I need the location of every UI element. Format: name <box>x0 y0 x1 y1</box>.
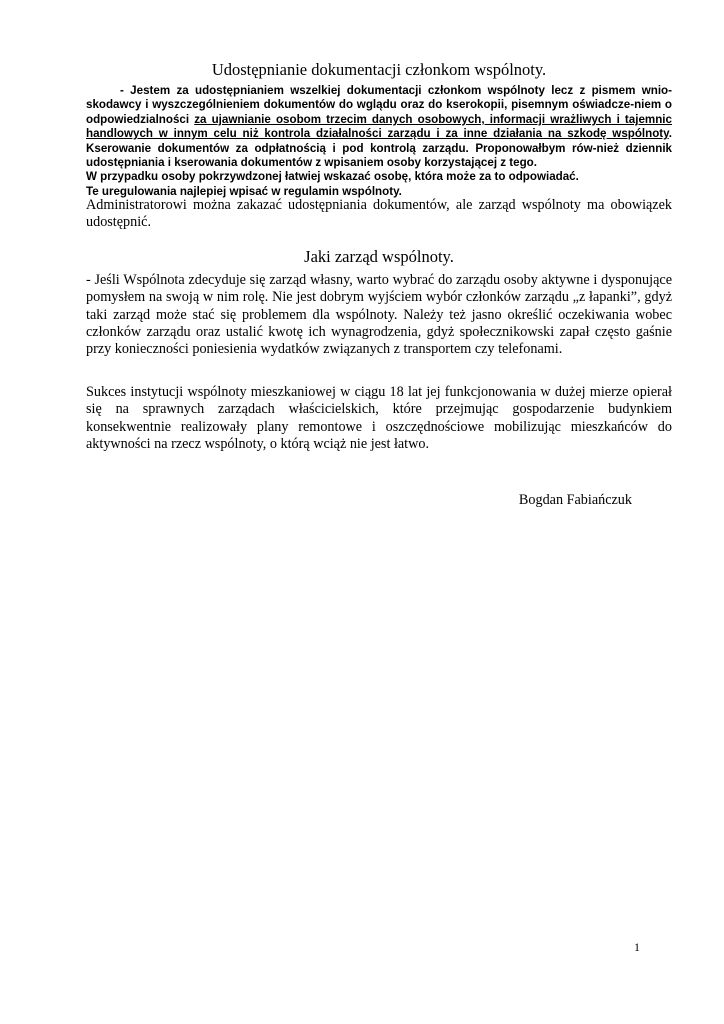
section-title-udostepnianie: Udostępnianie dokumentacji członkom wspólnoty. <box>211 60 547 79</box>
zarzad-paragraph-1: - Jeśli Wspólnota zdecyduje się zarząd własny, warto wybrać do zarządu osoby aktywne i dysponujące pomysłem na swoją w nim rolę. Nie jest dobrym wyjściem wybór członków zarządu „z łapanki”, gdyż taki zarząd może stać się problemem dla wspólnoty. Należy też jasno określić oczekiwania wobec członków zarządu oraz ustalić kwotę ich wynagrodzenia, gdyż społecznikowski zapał często gaśnie przy konieczności poniesienia wydatków związanych z transportem czy telefonami. <box>86 272 672 358</box>
section-title-zarzad: Jaki zarząd wspólnoty. <box>304 247 454 266</box>
author-signature: Bogdan Fabiańczuk <box>518 492 632 508</box>
bold-text-line-w: W przypadku osoby pokrzywdzonej łatwiej wskazać osobę, która może za to odpowiadać. <box>86 170 579 184</box>
page-number: 1 <box>634 940 640 954</box>
bold-text-line-te: Te uregulowania najlepiej wpisać w regulamin wspólnoty. <box>86 184 402 198</box>
zarzad-paragraph-2: Sukces instytucji wspólnoty mieszkaniowej w ciągu 18 lat jej funkcjonowania w dużej mierze opierał się na sprawnych zarządach właścicielskich, które przejmując gospodarzenie budynkiem konsekwentnie realizowały plany remontowe i oszczędnościowe mobilizując mieszkańców do aktywności na rzecz wspólnoty, o którą wciąż nie jest łatwo. <box>86 384 672 452</box>
bold-text-part1: - Jestem za udostępnianiem wszelkiej dokumentacji członkom wspólnoty lecz z pismem wnio-skodawcy i wyszczególnieniem dokumentów do wglądu oraz do kserokopii, pisemnym oświadcze-niem o odpowiedzialności <box>86 84 672 126</box>
bold-text-part2: . Kserowanie dokumentów za odpłatnością i pod kontrolą zarządu. Proponowałbym rów-nież dziennik udostępniania i kserowania dokumentów z wpisaniem osoby korzystającej z tego. <box>86 127 672 170</box>
bold-text-underlined: za ujawnianie osobom trzecim danych osobowych, informacji wrażliwych i tajemnic handlowych w innym celu niż kontrola działalności zarządu i za inne działania na szkodę wspólnoty <box>86 112 672 141</box>
admin-paragraph: Administratorowi można zakazać udostępniania dokumentów, ale zarząd wspólnoty ma obowiązek udostępnić. <box>86 197 672 231</box>
bold-proposal-paragraph <box>86 84 672 199</box>
